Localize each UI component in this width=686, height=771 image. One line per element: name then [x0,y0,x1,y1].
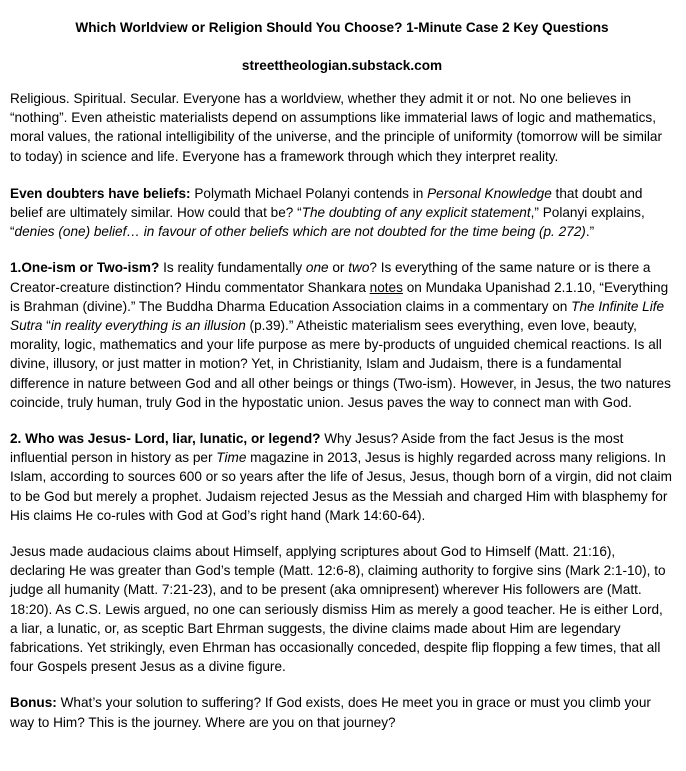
oneism-paragraph [10,258,674,412]
oneism-text-1: Is reality fundamentally [159,260,306,276]
doubters-text-2: that doubt and belief are ultimately similar. How could that be? “ [10,185,643,221]
bonus-text: What’s your solution to suffering? If God exists, does He meet you in grace or must you climb your way to Him? This is the journey. Where are you on that journey? [10,695,651,730]
jesus-text-1: Why Jesus? Aside from the fact Jesus is the most influential person in history as per [10,431,624,466]
time-magazine: Time [216,450,247,466]
book-title-infinite-life-sutra: The Infinite Life Sutra [10,298,665,334]
bonus-paragraph [10,693,674,731]
oneism-text-3: ? Is everything of the same nature or is there a Creator-creature distinction? Hindu commentator Shankara [10,260,651,295]
doubters-text-4: .” [585,224,595,240]
doubters-heading: Even doubters have beliefs: [10,185,191,201]
oneism-text-4: on Mundaka Upanishad 2.1.10, “Everything is Brahman (divine).” The Buddha Dharma Education Association claims in a commentary on [10,279,669,314]
doubters-text-1: Polymath Michael Polanyi contends in [190,185,428,201]
bonus-heading: Bonus: [10,695,57,711]
book-title-personal-knowledge: Personal Knowledge [427,185,552,201]
intro-paragraph [10,89,674,166]
jesus-text-2: magazine in 2013, Jesus is highly regarded across many religions. In Islam, according to sources 600 or so years after the life of Jesus, Jesus, though born of a virgin, did not claim to be God but merely a prophet. Judaism rejected Jesus as the Messiah and charged Him with blasphemy for His claims He co-rules with God at God’s right hand (Mark 14:60-64). [10,450,672,523]
notes-link[interactable]: notes [369,279,403,295]
intro-text: Religious. Spiritual. Secular. Everyone has a worldview, whether they admit it or not. No one believes in “nothing”. Even atheistic materialists depend on assumptions like immaterial laws of logic and mathematics, moral values, the rational intelligibility of the universe, and the principle of uniformity (tomorrow will be similar to today) in science and life. Everyone has a framework through which they interpret reality. [10,91,663,164]
jesus-paragraph [10,429,674,525]
polanyi-quote-1: The doubting of any explicit statement [301,205,531,221]
doubters-text-3: ,” Polanyi explains, “ [10,205,645,240]
word-two: two [348,260,370,276]
sutra-quote: in reality everything is an illusion [50,318,246,334]
jesus-heading: 2. Who was Jesus- Lord, liar, lunatic, or legend? [10,431,321,447]
claims-text: Jesus made audacious claims about Himself, applying scriptures about God to Himself (Matt. 21:16), declaring He was greater than God’s temple (Matt. 12:6-8), claiming authority to forgive sins (Mark 2:1-10), to judge all humanity (Matt. 7:21-23), and to be present (aka omnipresent) wherever His followers are (Matt. 18:20). As C.S. Lewis argued, no one can seriously dismiss Him as merely a good teacher. He is either Lord, a liar, a lunatic, or, as sceptic Bart Ehrman suggests, the divine claims made about Him are legendary fabrications. Yet strikingly, even Ehrman has occasionally conceded, despite flip flopping a few times, that all four Gospels present Jesus as a divine figure. [10,544,666,675]
site-url: streettheologian.substack.com [241,58,443,73]
polanyi-quote-2: denies (one) belief… in favour of other beliefs which are not doubted for the time being (p. 272) [14,224,586,240]
document-title: Which Worldview or Religion Should You Choose? 1-Minute Case 2 Key Questions [75,20,609,35]
oneism-text-6: (p.39).” Atheistic materialism sees everything, even love, beauty, morality, logic, mathematics and your life purpose as mere by-products of unguided chemical reactions. Is all divine, illusory, or just matter in motion? Yet, in Christianity, Islam and Judaism, there is a fundamental difference in nature between God and all other beings or things (Two-ism). However, in Jesus, the two natures coincide, truly human, truly God in the hypostatic union. Jesus paves the way to connect man with God. [10,318,671,410]
oneism-text-2: or [328,260,349,276]
word-one: one [305,260,329,276]
oneism-text-5: “ [42,318,51,334]
oneism-heading: 1.One-ism or Two-ism? [10,260,160,276]
doubters-paragraph [10,184,674,242]
claims-paragraph [10,542,674,676]
